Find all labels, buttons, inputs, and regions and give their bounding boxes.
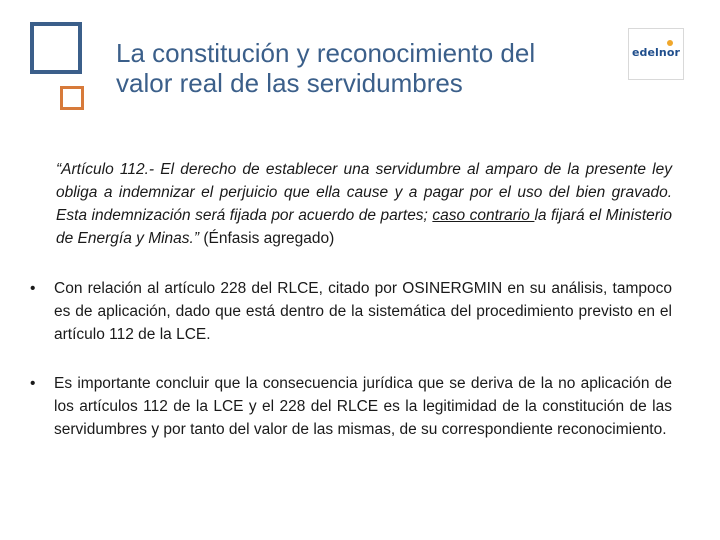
bullet-text: Con relación al artículo 228 del RLCE, citado por OSINERGMIN en su análisis, tampoco es de aplicación, dado que está dentro de la sistemática del procedimiento previsto en el artículo 112 de la LCE. bbox=[54, 280, 672, 343]
quote-paragraph bbox=[56, 158, 672, 250]
logo-text: edelnor bbox=[631, 46, 681, 59]
bullet-item bbox=[30, 277, 672, 346]
slide-title-line2: valor real de las servidumbres bbox=[116, 68, 463, 98]
quote-text-part1: “Artículo 112.- El derecho de establecer una servidumbre al amparo de la presente ley obliga a indemnizar el perjuicio que ella cause y a pagar por el uso del bien gravado. Esta indemnización será fijada por acuerdo de partes; bbox=[56, 161, 672, 224]
slide-title-line1: La constitución y reconocimiento del bbox=[116, 38, 536, 68]
bullet-marker: • bbox=[30, 375, 36, 392]
quote-text-part2: la fijará el Ministerio de Energía y Minas.” bbox=[56, 207, 672, 247]
slide-title bbox=[116, 38, 606, 98]
decor-square-large bbox=[30, 22, 82, 74]
bullet-text: Es importante concluir que la consecuencia jurídica que se deriva de la no aplicación de los artículos 112 de la LCE y el 228 del RLCE es la legitimidad de la constitución de las servidumbres y por tanto del valor de las mismas, de su correspondiente reconocimiento. bbox=[54, 375, 672, 438]
company-logo bbox=[628, 28, 684, 80]
quote-text-underlined: caso contrario bbox=[432, 207, 535, 224]
bullet-marker: • bbox=[30, 280, 36, 297]
decor-square-small bbox=[60, 86, 84, 110]
bullet-item bbox=[30, 372, 672, 441]
quote-emphasis-note: (Énfasis agregado) bbox=[199, 230, 335, 247]
